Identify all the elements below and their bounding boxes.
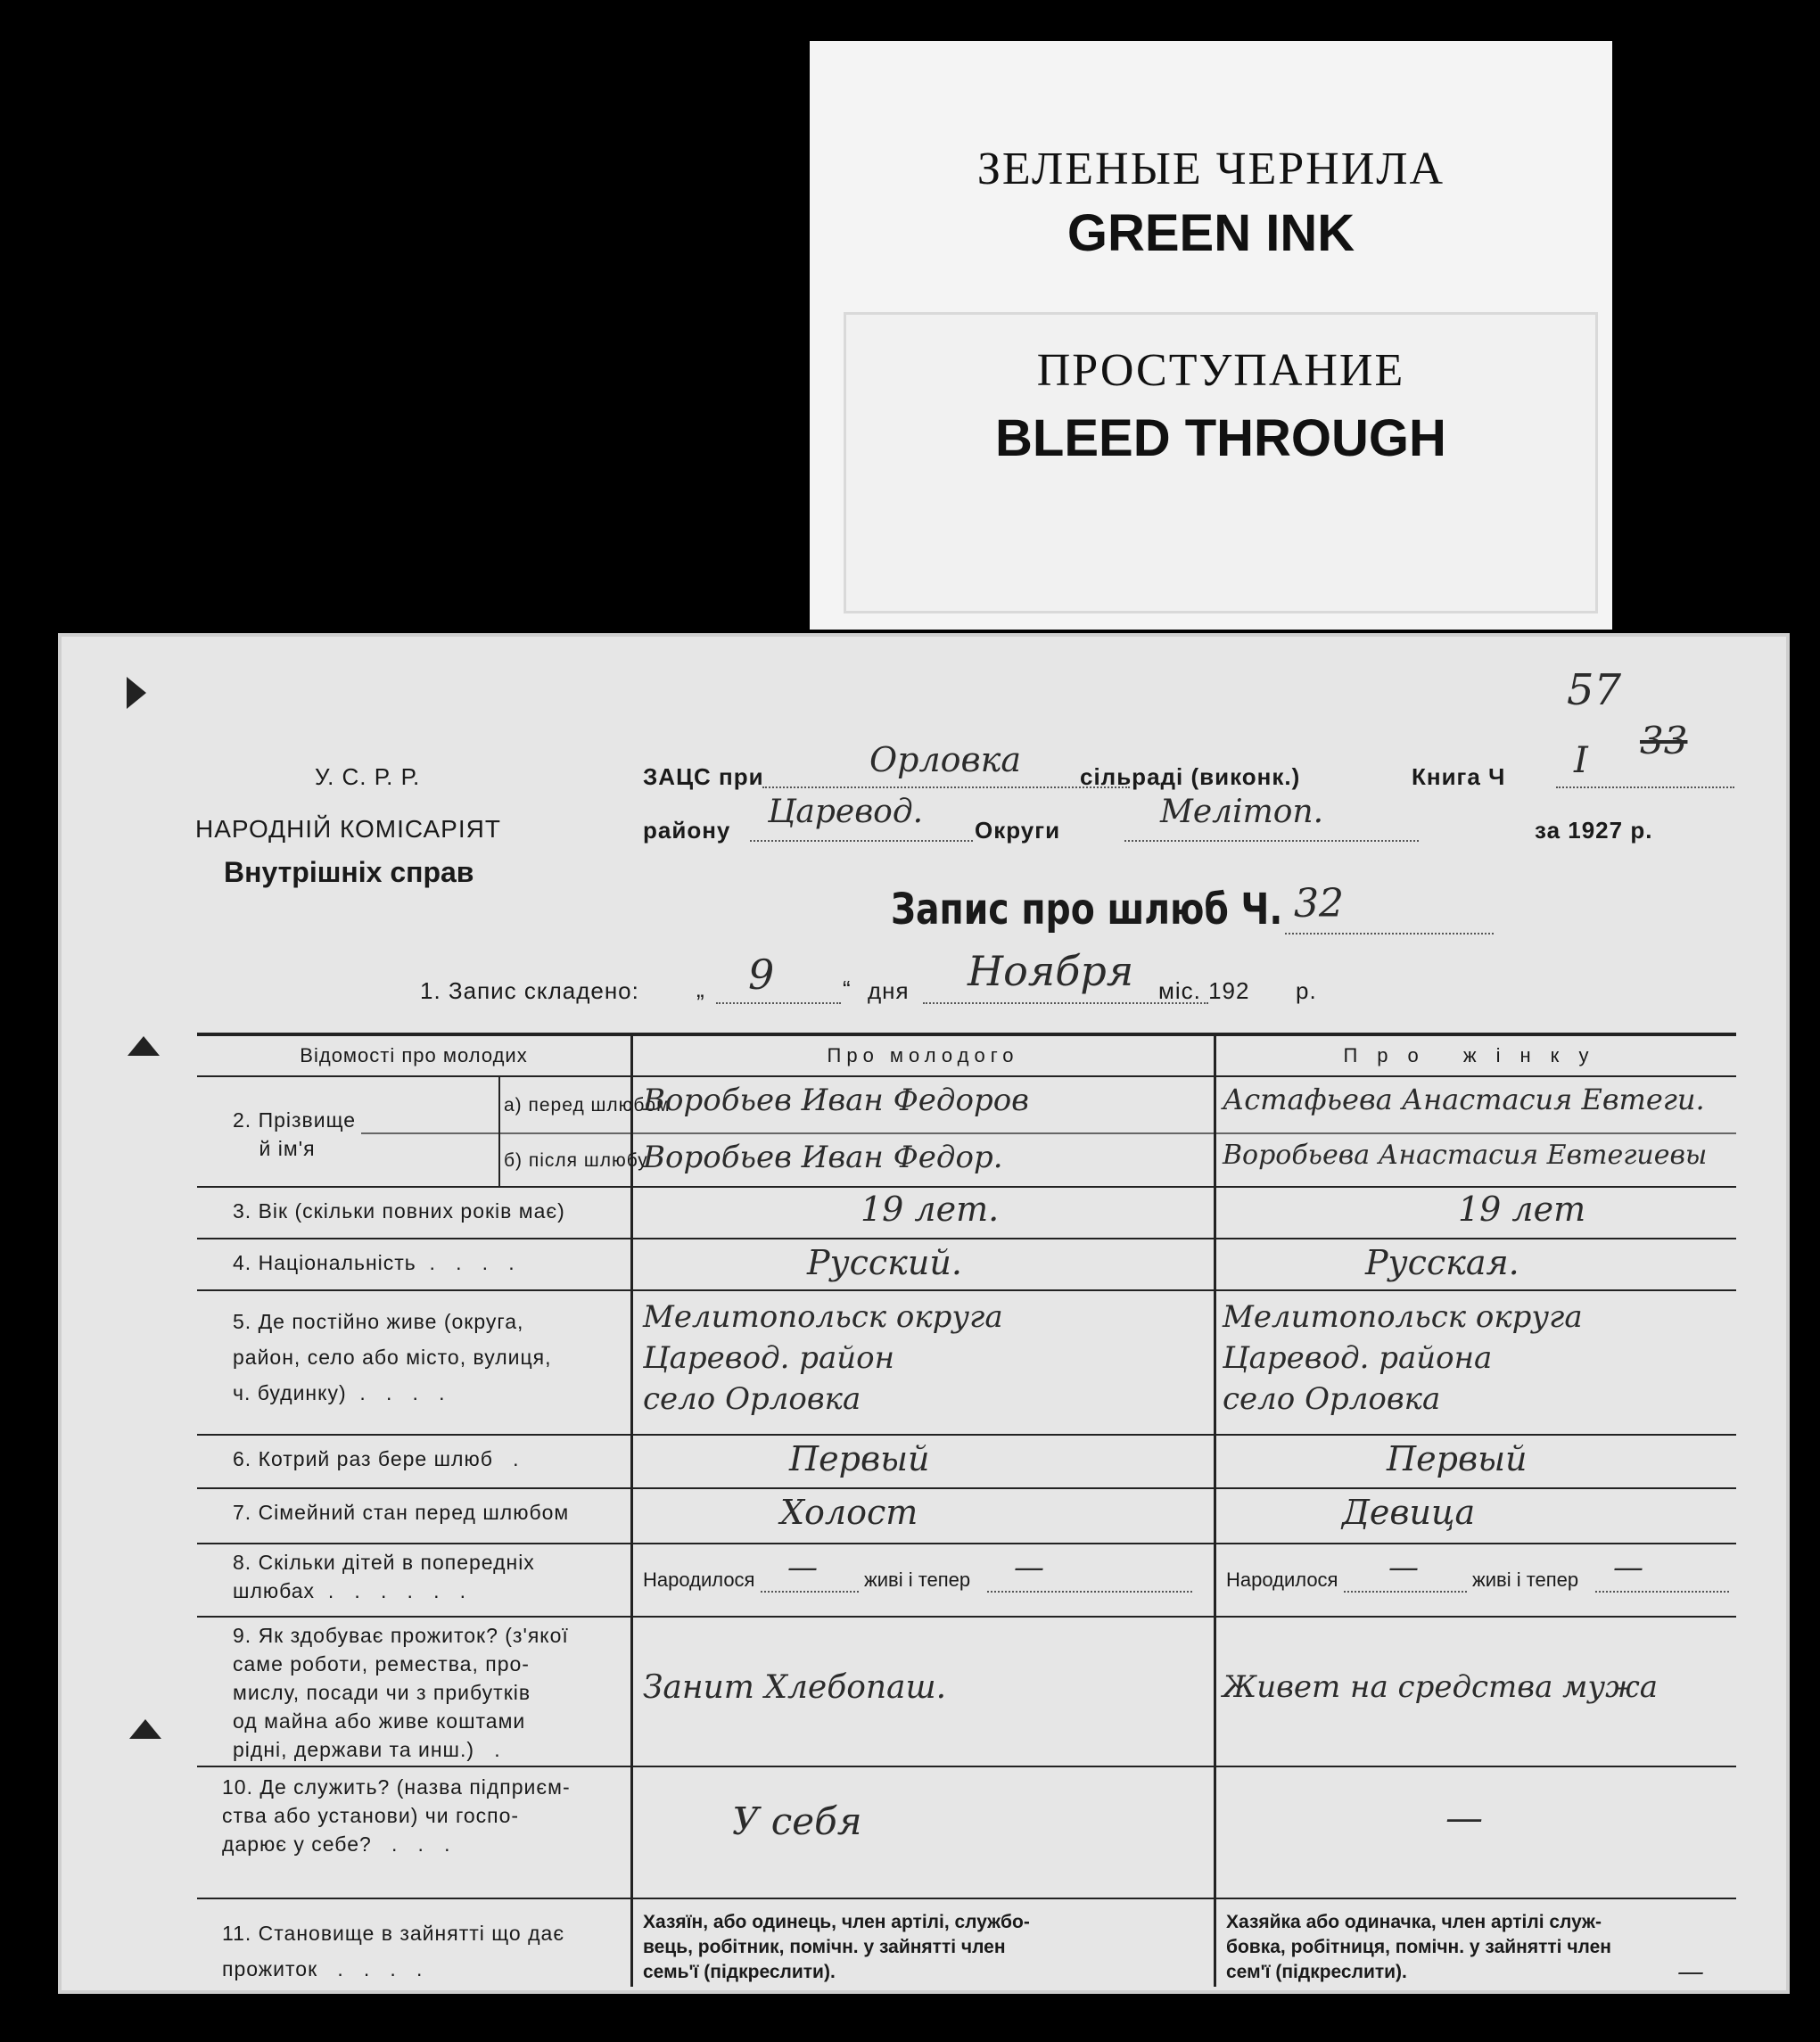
book-handwriting: I xyxy=(1574,740,1588,781)
groom-children-born-value: — xyxy=(787,1550,818,1585)
bride-occupation-status: Хазяйка або одиначка, член артілі служ- бовка, робітниця, помічн. у зайнятті член сем'ї (підкреслити). xyxy=(1226,1912,1611,1982)
groom-name-before: Воробьев Иван Федоров xyxy=(643,1083,1029,1118)
groom-children-alive-field xyxy=(987,1550,1192,1593)
groom-name-after: Воробьев Иван Федор. xyxy=(643,1140,1003,1175)
bride-children-born-value: — xyxy=(1388,1550,1419,1585)
row-livelihood-label: 9. Як здобуває прожиток? (з'якої саме роботи, ремества, про- мислу, посади чи з прибутків од майна або живе коштами рідні, держави та инш.) . xyxy=(233,1624,569,1761)
row-times-married-label: 6. Котрий раз бере шлюб . xyxy=(233,1447,520,1470)
okrug-handwriting: Мелітоп. xyxy=(1160,794,1324,830)
punch-hole-icon xyxy=(128,1036,160,1056)
bride-marital-status: Девица xyxy=(1342,1493,1476,1532)
groom-children-alive-value: — xyxy=(1014,1550,1044,1585)
village-handwriting: Орловка xyxy=(869,740,1022,779)
groom-residence: Мелитопольск округа Царевод. район село Орловка xyxy=(643,1299,1003,1417)
notice-line1-ru: ЗЕЛЕНЫЕ ЧЕРНИЛА xyxy=(976,144,1445,194)
bride-workplace: — xyxy=(1445,1796,1483,1840)
row-residence-label: 5. Де постійно живе (округа, район, село або місто, вулиця, ч. будинку) . . . . xyxy=(233,1310,552,1404)
village-field xyxy=(762,740,1130,788)
bride-children-alive-value: — xyxy=(1613,1550,1643,1585)
groom-occupation-status: Хазяїн, або одинець, член артілі, службо- вець, робітник, помічн. у зайнятті член семь'ї (підкреслити). xyxy=(643,1912,1030,1982)
groom-livelihood: Занит Хлебопаш. xyxy=(643,1669,947,1706)
bride-name-before: Астафьева Анастасия Евтеги. xyxy=(1223,1083,1705,1116)
book-label: Книга Ч xyxy=(1412,763,1506,790)
marriage-record-page xyxy=(58,633,1790,1994)
raion-field xyxy=(750,794,973,842)
col-header-bride: Про жінку xyxy=(1343,1044,1609,1066)
col-header-groom: Про молодого xyxy=(827,1044,1019,1066)
bride-livelihood: Живет на средства мужа xyxy=(1223,1669,1658,1705)
groom-workplace: У себя xyxy=(732,1799,862,1843)
groom-times-married: Первый xyxy=(789,1439,930,1478)
okrug-field xyxy=(1124,794,1419,842)
record-date-label: 1. Запис складено: xyxy=(420,977,639,1004)
document-title: Запис про шлюб Ч. xyxy=(891,885,1283,935)
row-workplace-label: 10. Де служить? (назва підприєм- ства або установи) чи госпо- дарює у себе? . . . xyxy=(222,1775,571,1856)
col-header-info: Відомості про молодих xyxy=(300,1044,528,1066)
row-name-sub-b: б) після шлюбу xyxy=(504,1150,648,1171)
ministry-line1: НАРОДНІЙ КОМІСАРІЯТ xyxy=(195,815,501,843)
zags-label: ЗАЦС при xyxy=(643,763,764,790)
month-handwriting: Ноября xyxy=(968,947,1134,995)
punch-hole-icon xyxy=(127,677,146,709)
record-number-handwriting: 32 xyxy=(1294,881,1344,926)
notice-insert xyxy=(844,312,1598,613)
bride-children-born-label: Народилося xyxy=(1226,1569,1338,1591)
year-suffix: р. xyxy=(1296,977,1317,1004)
okrug-label: Округи xyxy=(975,817,1061,844)
bride-residence: Мелитопольск округа Царевод. района село Орловка xyxy=(1223,1299,1583,1417)
row-age-label: 3. Вік (скільки повних років має) xyxy=(233,1199,565,1223)
groom-marital-status: Холост xyxy=(780,1493,918,1532)
row-occupation-status-label: 11. Становище в зайнятті що дає прожиток . . . . xyxy=(222,1922,565,1980)
bride-children-alive-label: живі і тепер xyxy=(1472,1569,1579,1591)
bride-times-married: Первый xyxy=(1387,1439,1528,1478)
day-field xyxy=(716,951,841,1004)
day-handwriting: 9 xyxy=(748,951,775,999)
groom-age: 19 лет. xyxy=(861,1190,1000,1229)
record-number-field xyxy=(1285,881,1494,935)
month-label: міс. 192 xyxy=(1158,977,1250,1004)
open-quote: „ xyxy=(696,976,705,1002)
row-name-label: 2. Прізвище й ім'я xyxy=(233,1108,357,1160)
bride-children-born-field xyxy=(1344,1550,1467,1593)
groom-children-born-label: Народилося xyxy=(643,1569,755,1591)
state-label: У. С. Р. Р. xyxy=(315,763,421,790)
bride-name-after: Воробьева Анастасия Евтегиевы xyxy=(1223,1140,1708,1171)
notice-line2-en: BLEED THROUGH xyxy=(995,409,1446,467)
record-table xyxy=(197,1033,1736,1987)
bride-occupation-mark: — xyxy=(1677,1956,1704,1988)
row-children-label: 8. Скільки дітей в попередніх шлюбах . . . . . . xyxy=(233,1551,535,1602)
day-label: дня xyxy=(868,977,910,1004)
raion-handwriting: Царевод. xyxy=(768,794,924,830)
corner-number-bottom: 33 xyxy=(1640,719,1688,762)
selrada-label: сільраді (виконк.) xyxy=(1080,763,1301,790)
row-marital-status-label: 7. Сімейний стан перед шлюбом xyxy=(233,1501,570,1524)
notice-line1-en: GREEN INK xyxy=(1066,204,1355,262)
ministry-line2: Внутрішніх справ xyxy=(224,856,474,888)
bride-children-alive-field xyxy=(1595,1550,1729,1593)
groom-children-born-field xyxy=(761,1550,859,1593)
row-name-sub-a: а) перед шлюбом xyxy=(504,1095,671,1116)
close-quote: “ xyxy=(843,976,852,1002)
groom-children-alive-label: живі і тепер xyxy=(864,1569,971,1591)
groom-nationality: Русский. xyxy=(807,1243,962,1282)
row-nationality-label: 4. Національність . . . . xyxy=(233,1251,515,1274)
bride-nationality: Русская. xyxy=(1365,1243,1519,1282)
bride-age: 19 лет xyxy=(1458,1190,1586,1229)
punch-hole-icon xyxy=(129,1719,161,1739)
notice-line2-ru: ПРОСТУПАНИЕ xyxy=(1036,345,1405,396)
raion-label: району xyxy=(643,817,731,844)
corner-number-top: 57 xyxy=(1567,665,1622,715)
year-label: за 1927 р. xyxy=(1535,817,1653,844)
